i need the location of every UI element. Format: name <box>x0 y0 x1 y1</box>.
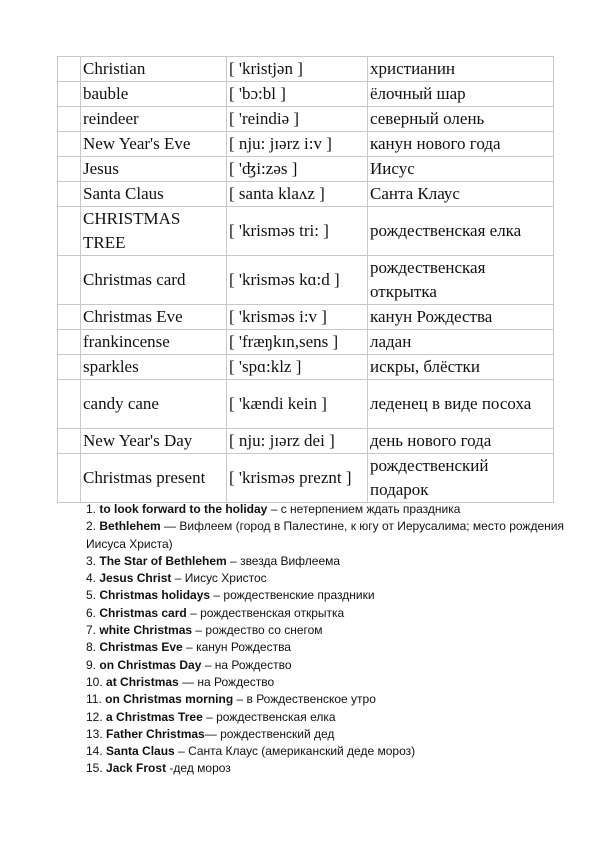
russian-translation: день нового года <box>368 429 554 454</box>
transcription: [ nju: jɪərz i:v ] <box>227 132 368 157</box>
separator: – <box>192 623 206 638</box>
phrase-term: white Christmas <box>99 623 193 638</box>
transcription: [ 'krisməs i:v ] <box>227 305 368 330</box>
russian-translation: Иисус <box>368 157 554 182</box>
english-word: sparkles <box>81 355 227 380</box>
vocabulary-row <box>58 157 554 182</box>
phrase-term: Christmas holidays <box>99 588 211 603</box>
separator: – <box>201 657 215 672</box>
english-word: reindeer <box>81 107 227 132</box>
english-word: Christmas Eve <box>81 305 227 330</box>
russian-translation: Санта Клаус <box>368 182 554 207</box>
english-word: bauble <box>81 82 227 107</box>
phrase-item <box>86 657 586 674</box>
phrase-term: Santa Claus <box>106 744 175 759</box>
english-word: Santa Claus <box>81 182 227 207</box>
empty-cell <box>58 132 81 157</box>
russian-translation: рождественская открытка <box>368 256 554 305</box>
transcription: [ santa klaʌz ] <box>227 182 368 207</box>
item-number: 9. <box>86 657 97 672</box>
separator: — <box>178 674 198 689</box>
separator: – <box>186 605 201 620</box>
russian-translation: рождественская елка <box>368 207 554 256</box>
phrase-item <box>86 674 586 691</box>
item-number: 5. <box>86 588 97 603</box>
vocabulary-row <box>58 330 554 355</box>
russian-translation: леденец в виде посоха <box>368 380 554 429</box>
russian-translation: ладан <box>368 330 554 355</box>
russian-translation: северный олень <box>368 107 554 132</box>
vocabulary-row <box>58 207 554 256</box>
item-number: 2. <box>86 519 97 534</box>
vocabulary-row <box>58 107 554 132</box>
transcription: [ 'spɑ:klz ] <box>227 355 368 380</box>
transcription: [ 'krisməs tri: ] <box>227 207 368 256</box>
phrase-item <box>86 760 586 777</box>
phrase-translation: Вифлеем (город в Палестине, к югу от Иерусалима; место рождения Иисуса Христа) <box>86 519 564 551</box>
transcription: [ 'kristjən ] <box>227 57 368 82</box>
phrase-item <box>86 639 586 656</box>
empty-cell <box>58 82 81 107</box>
item-number: 11. <box>86 692 102 707</box>
separator: – <box>233 692 247 707</box>
vocabulary-row <box>58 182 554 207</box>
english-word: New Year's Eve <box>81 132 227 157</box>
vocabulary-row <box>58 454 554 503</box>
vocabulary-row <box>58 82 554 107</box>
phrase-term: Christmas card <box>99 605 187 620</box>
phrase-translation: Санта Клаус (американский деде мороз) <box>188 744 416 759</box>
empty-cell <box>58 380 81 429</box>
separator: – <box>267 502 281 516</box>
transcription: [ 'krisməs preznt ] <box>227 454 368 503</box>
empty-cell <box>58 107 81 132</box>
item-number: 4. <box>86 571 97 586</box>
transcription: [ 'kændi kein ] <box>227 380 368 429</box>
phrase-translation: рождественский дед <box>220 726 335 741</box>
empty-cell <box>58 256 81 305</box>
phrase-translation: с нетерпением ждать праздника <box>280 502 461 516</box>
item-number: 3. <box>86 553 97 568</box>
phrase-list <box>86 501 586 778</box>
english-word: frankincense <box>81 330 227 355</box>
phrase-item <box>86 691 586 708</box>
item-number: 8. <box>86 640 97 655</box>
english-word: Jesus <box>81 157 227 182</box>
english-word: candy cane <box>81 380 227 429</box>
separator: – <box>226 553 241 568</box>
russian-translation: христианин <box>368 57 554 82</box>
vocabulary-row <box>58 429 554 454</box>
phrase-item <box>86 501 586 518</box>
vocabulary-row <box>58 256 554 305</box>
phrase-translation: канун Рождества <box>196 640 291 655</box>
separator: – <box>202 709 217 724</box>
item-number: 15. <box>86 761 103 776</box>
phrase-term: on Christmas Day <box>99 657 202 672</box>
phrase-translation: звезда Вифлеема <box>240 553 341 568</box>
phrase-term: Christmas Eve <box>99 640 183 655</box>
phrase-term: to look forward to the holiday <box>99 502 268 516</box>
empty-cell <box>58 182 81 207</box>
phrase-item <box>86 743 586 760</box>
phrase-item <box>86 587 586 604</box>
russian-translation: канун Рождества <box>368 305 554 330</box>
empty-cell <box>58 207 81 256</box>
phrase-translation: рождественская открытка <box>200 605 345 620</box>
phrase-translation: на Рождество <box>197 674 275 689</box>
english-word: Christmas present <box>81 454 227 503</box>
phrase-item <box>86 726 586 743</box>
empty-cell <box>58 454 81 503</box>
transcription: [ nju: jɪərz dei ] <box>227 429 368 454</box>
vocabulary-row <box>58 57 554 82</box>
vocabulary-row <box>58 355 554 380</box>
phrase-term: The Star of Bethlehem <box>99 553 227 568</box>
phrase-term: a Christmas Tree <box>106 709 203 724</box>
russian-translation: искры, блёстки <box>368 355 554 380</box>
vocabulary-table <box>57 56 554 503</box>
russian-translation: рождественский подарок <box>368 454 554 503</box>
phrase-item <box>86 622 586 639</box>
transcription: [ 'ʤi:zəs ] <box>227 157 368 182</box>
separator: – <box>182 640 197 655</box>
item-number: 6. <box>86 605 97 620</box>
vocabulary-row <box>58 132 554 157</box>
phrase-term: Bethlehem <box>99 519 161 534</box>
phrase-item <box>86 518 586 553</box>
empty-cell <box>58 305 81 330</box>
empty-cell <box>58 157 81 182</box>
transcription: [ 'reindiə ] <box>227 107 368 132</box>
phrase-term: at Christmas <box>106 674 179 689</box>
empty-cell <box>58 429 81 454</box>
english-word: New Year's Day <box>81 429 227 454</box>
phrase-item <box>86 709 586 726</box>
vocabulary-row <box>58 305 554 330</box>
item-number: 12. <box>86 709 103 724</box>
separator: – <box>171 571 185 586</box>
item-number: 14. <box>86 744 103 759</box>
russian-translation: канун нового года <box>368 132 554 157</box>
phrase-translation: рождественская елка <box>216 709 336 724</box>
item-number: 13. <box>86 726 103 741</box>
phrase-item <box>86 605 586 622</box>
phrase-translation: Иисус Христос <box>184 571 267 586</box>
separator: – <box>210 588 224 603</box>
phrase-translation: рождество со снегом <box>205 623 323 638</box>
phrase-translation: на Рождество <box>214 657 292 672</box>
separator: — <box>160 519 180 534</box>
phrase-term: on Christmas morning <box>105 692 234 707</box>
item-number: 10. <box>86 674 103 689</box>
empty-cell <box>58 57 81 82</box>
phrase-term: Father Christmas <box>106 726 205 741</box>
transcription: [ 'bɔ:bl ] <box>227 82 368 107</box>
english-word: CHRISTMAS TREE <box>81 207 227 256</box>
separator: — <box>204 726 221 741</box>
phrase-translation: в Рождественское утро <box>246 692 376 707</box>
phrase-item <box>86 570 586 587</box>
transcription: [ 'fræŋkɪn,sens ] <box>227 330 368 355</box>
empty-cell <box>58 355 81 380</box>
russian-translation: ёлочный шар <box>368 82 554 107</box>
phrase-translation: дед мороз <box>173 761 231 776</box>
transcription: [ 'krisməs kɑ:d ] <box>227 256 368 305</box>
phrase-term: Jesus Christ <box>99 571 172 586</box>
english-word: Christmas card <box>81 256 227 305</box>
item-number: 1. <box>86 502 97 516</box>
vocabulary-table-body <box>58 57 554 503</box>
item-number: 7. <box>86 623 97 638</box>
phrase-item <box>86 553 586 570</box>
phrase-translation: рождественские праздники <box>223 588 375 603</box>
vocabulary-row <box>58 380 554 429</box>
phrase-term: Jack Frost <box>106 761 167 776</box>
separator: – <box>174 744 189 759</box>
english-word: Christian <box>81 57 227 82</box>
separator: - <box>166 761 174 776</box>
empty-cell <box>58 330 81 355</box>
